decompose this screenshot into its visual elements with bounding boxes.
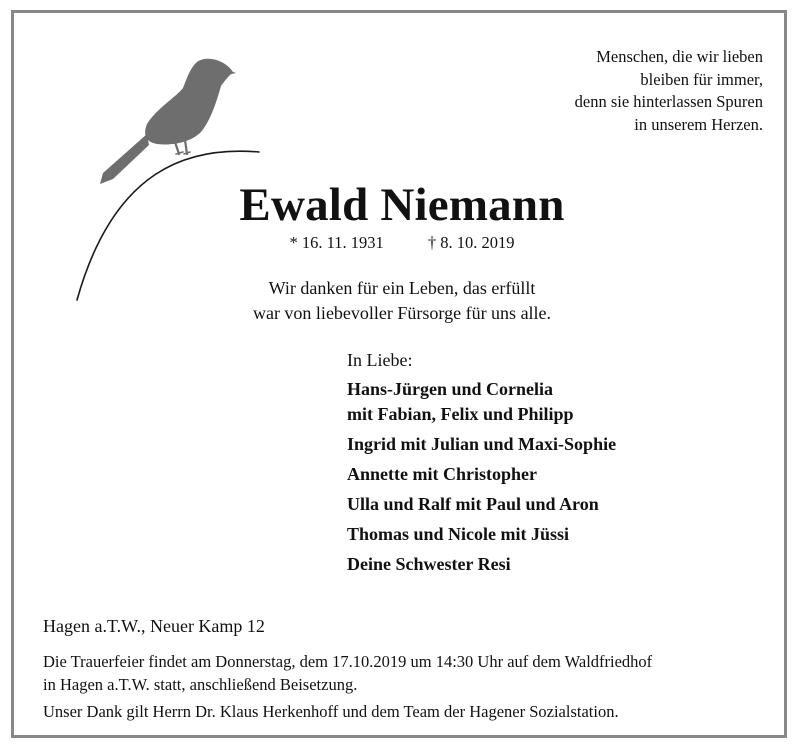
deceased-name: Ewald Niemann (239, 179, 565, 231)
family-entry-line: Thomas und Nicole mit Jüssi (347, 524, 570, 544)
family-entry (347, 522, 616, 547)
family-entry (347, 552, 616, 577)
thanks-text (14, 276, 790, 326)
family-entry (347, 462, 616, 487)
family-entry (347, 377, 616, 427)
quote-line: bleiben für immer, (640, 69, 763, 89)
memorial-quote (575, 46, 763, 136)
family-address: Hagen a.T.W., Neuer Kamp 12 (43, 616, 265, 636)
quote-line: denn sie hinterlassen Spuren (574, 92, 763, 111)
thanks-line: war von liebevoller Fürsorge für uns alle. (252, 303, 552, 323)
birth-date: * 16. 11. 1931 (289, 233, 384, 252)
gratitude-line: Unser Dank gilt Herrn Dr. Klaus Herkenhoff und dem Team der Hagener Sozialstation. (43, 702, 619, 721)
family-entry-line: Hans-Jürgen und Cornelia (347, 379, 554, 399)
family-entry (347, 432, 616, 457)
family-list (347, 348, 616, 582)
death-date: † 8. 10. 2019 (427, 233, 515, 252)
life-dates (14, 232, 790, 254)
thanks-line: Wir danken für ein Leben, das erfüllt (268, 278, 536, 298)
family-entry-line: Ingrid mit Julian und Maxi-Sophie (347, 434, 617, 454)
ceremony-line: Die Trauerfeier findet am Donnerstag, dem 17.10.2019 um 14:30 Uhr auf dem Waldfriedhof (43, 652, 653, 671)
family-entry-line: Deine Schwester Resi (347, 554, 511, 574)
family-intro: In Liebe: (347, 350, 413, 370)
quote-line: Menschen, die wir lieben (596, 47, 763, 66)
family-entry-line: mit Fabian, Felix und Philipp (347, 404, 574, 424)
family-entry-line: Ulla und Ralf mit Paul und Aron (347, 494, 599, 514)
obituary-notice (11, 10, 787, 738)
family-entry-line: Annette mit Christopher (347, 464, 537, 484)
ceremony-info (43, 651, 773, 724)
family-entry (347, 492, 616, 517)
quote-line: in unserem Herzen. (634, 114, 763, 134)
ceremony-line: in Hagen a.T.W. statt, anschließend Beisetzung. (43, 674, 358, 694)
